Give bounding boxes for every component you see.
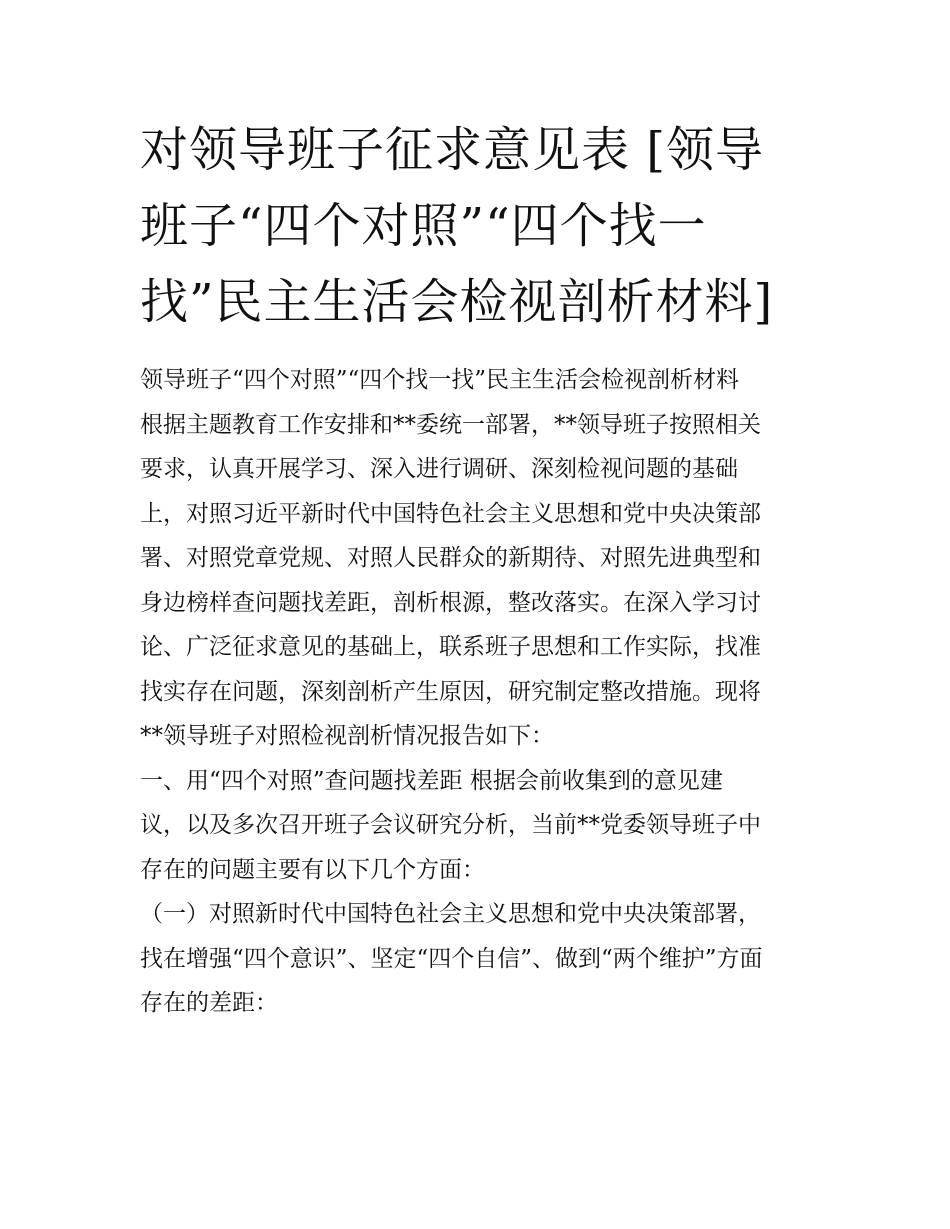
body-line: **领导班子对照检视剖析情况报告如下： [140,723,554,749]
body-line: 议，以及多次召开班子会议研究分析，当前**党委领导班子中 [140,812,761,838]
section-heading-line: 一、用“四个对照”查问题找差距 根据会前收集到的意见建 [140,767,723,794]
subsection-heading-line: （一）对照新时代中国特色社会主义思想和党中央决策部署， [140,901,761,927]
body-line: 要求，认真开展学习、深入进行调研、深刻检视问题的基础 [140,456,738,482]
body-line: 身边榜样查问题找差距，剖析根源，整改落实。在深入学习讨 [140,589,761,616]
body-line: 根据主题教育工作安排和**委统一部署，**领导班子按照相关 [140,411,761,438]
title-line: 对领导班子征求意见表 [领导 [140,122,764,178]
body-line: 领导班子“四个对照”“四个找一找”民主生活会检视剖析材料 [140,367,740,393]
body-line: 论、广泛征求意见的基础上，联系班子思想和工作实际，找准 [140,634,761,660]
body-line: 存在的问题主要有以下几个方面： [140,856,485,883]
body-line: 署、对照党章党规、对照人民群众的新期待、对照先进典型和 [140,545,761,571]
body-line: 找在增强“四个意识”、坚定“四个自信”、做到“两个维护”方面 [140,945,763,972]
document-title [140,112,820,340]
document-body [140,358,840,1026]
title-line: 找”民主生活会检视剖析材料] [140,274,774,330]
body-line: 存在的差距： [140,990,278,1016]
title-line: 班子“四个对照”“四个找一 [140,198,707,254]
body-line: 上，对照习近平新时代中国特色社会主义思想和党中央决策部 [140,500,761,527]
body-line: 找实存在问题，深刻剖析产生原因，研究制定整改措施。现将 [140,678,761,705]
